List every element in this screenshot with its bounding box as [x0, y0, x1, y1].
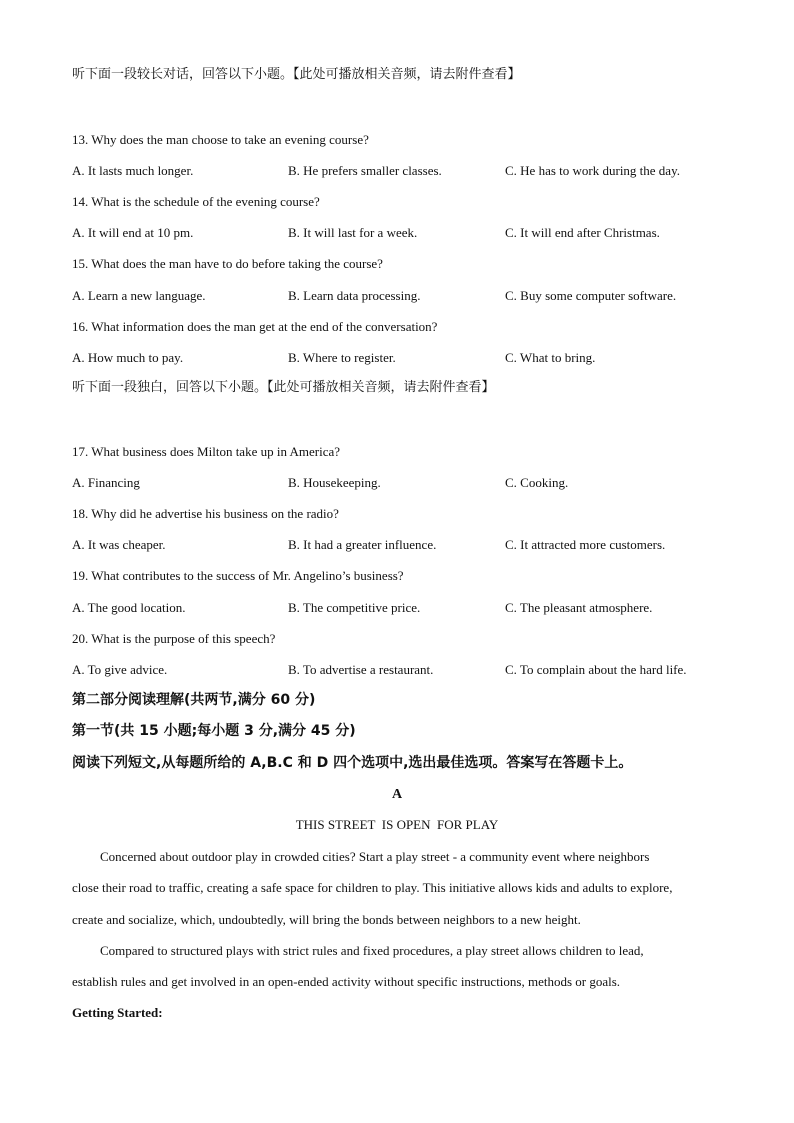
- part2-title: 第二部分阅读理解(共两节,满分 60 分): [72, 692, 316, 708]
- option-16c: C. What to bring.: [505, 350, 596, 365]
- reading-instructions: 阅读下列短文,从每题所给的 A,B.C 和 D 四个选项中,选出最佳选项。答案写在答题卡上。: [72, 755, 633, 771]
- option-15a: A. Learn a new language.: [72, 288, 206, 303]
- option-20b: B. To advertise a restaurant.: [288, 662, 434, 677]
- option-15c: C. Buy some computer software.: [505, 288, 677, 303]
- paragraph-1-line-1: Concerned about outdoor play in crowded cities? Start a play street - a community event where neighbors: [100, 849, 650, 864]
- option-20c: C. To complain about the hard life.: [505, 662, 687, 677]
- option-14b: B. It will last for a week.: [288, 225, 418, 240]
- paragraph-1-line-3: create and socialize, which, undoubtedly, will bring the bonds between neighbors to a new height.: [72, 912, 581, 927]
- option-20a: A. To give advice.: [72, 662, 168, 677]
- listening-intro-conversation: 听下面一段较长对话，回答以下小题。【此处可播放相关音频，请去附件查看】: [72, 67, 521, 82]
- paragraph-1-line-2: close their road to traffic, creating a safe space for children to play. This initiative allows kids and adults to explore,: [72, 880, 673, 895]
- option-13a: A. It lasts much longer.: [72, 163, 194, 178]
- option-18a: A. It was cheaper.: [72, 537, 166, 552]
- option-14a: A. It will end at 10 pm.: [72, 225, 194, 240]
- option-13c: C. He has to work during the day.: [505, 163, 680, 178]
- option-19a: A. The good location.: [72, 600, 186, 615]
- question-17: 17. What business does Milton take up in America?: [72, 444, 341, 459]
- option-14c: C. It will end after Christmas.: [505, 225, 660, 240]
- option-18b: B. It had a greater influence.: [288, 537, 437, 552]
- option-17b: B. Housekeeping.: [288, 475, 381, 490]
- option-18c: C. It attracted more customers.: [505, 537, 666, 552]
- paragraph-2-line-2: establish rules and get involved in an open-ended activity without specific instructions, methods or goals.: [72, 974, 621, 989]
- question-13: 13. Why does the man choose to take an evening course?: [72, 132, 369, 147]
- question-19: 19. What contributes to the success of Mr. Angelino’s business?: [72, 568, 404, 583]
- subheading-getting-started: Getting Started:: [72, 1005, 163, 1020]
- passage-title: THIS STREET IS OPEN FOR PLAY: [295, 817, 499, 832]
- passage-letter: A: [391, 787, 403, 802]
- option-15b: B. Learn data processing.: [288, 288, 421, 303]
- option-13b: B. He prefers smaller classes.: [288, 163, 442, 178]
- option-17c: C. Cooking.: [505, 475, 569, 490]
- question-16: 16. What information does the man get at the end of the conversation?: [72, 319, 438, 334]
- option-16b: B. Where to register.: [288, 350, 396, 365]
- question-20: 20. What is the purpose of this speech?: [72, 631, 276, 646]
- option-19b: B. The competitive price.: [288, 600, 421, 615]
- option-19c: C. The pleasant atmosphere.: [505, 600, 653, 615]
- question-14: 14. What is the schedule of the evening course?: [72, 194, 320, 209]
- paragraph-2-line-1: Compared to structured plays with strict rules and fixed procedures, a play street allows children to lead,: [100, 943, 644, 958]
- option-16a: A. How much to pay.: [72, 350, 184, 365]
- question-15: 15. What does the man have to do before taking the course?: [72, 256, 383, 271]
- listening-intro-monologue: 听下面一段独白，回答以下小题。【此处可播放相关音频，请去附件查看】: [72, 380, 495, 395]
- option-17a: A. Financing: [72, 475, 140, 490]
- question-18: 18. Why did he advertise his business on the radio?: [72, 506, 339, 521]
- section1-title: 第一节(共 15 小题;每小题 3 分,满分 45 分): [72, 723, 356, 739]
